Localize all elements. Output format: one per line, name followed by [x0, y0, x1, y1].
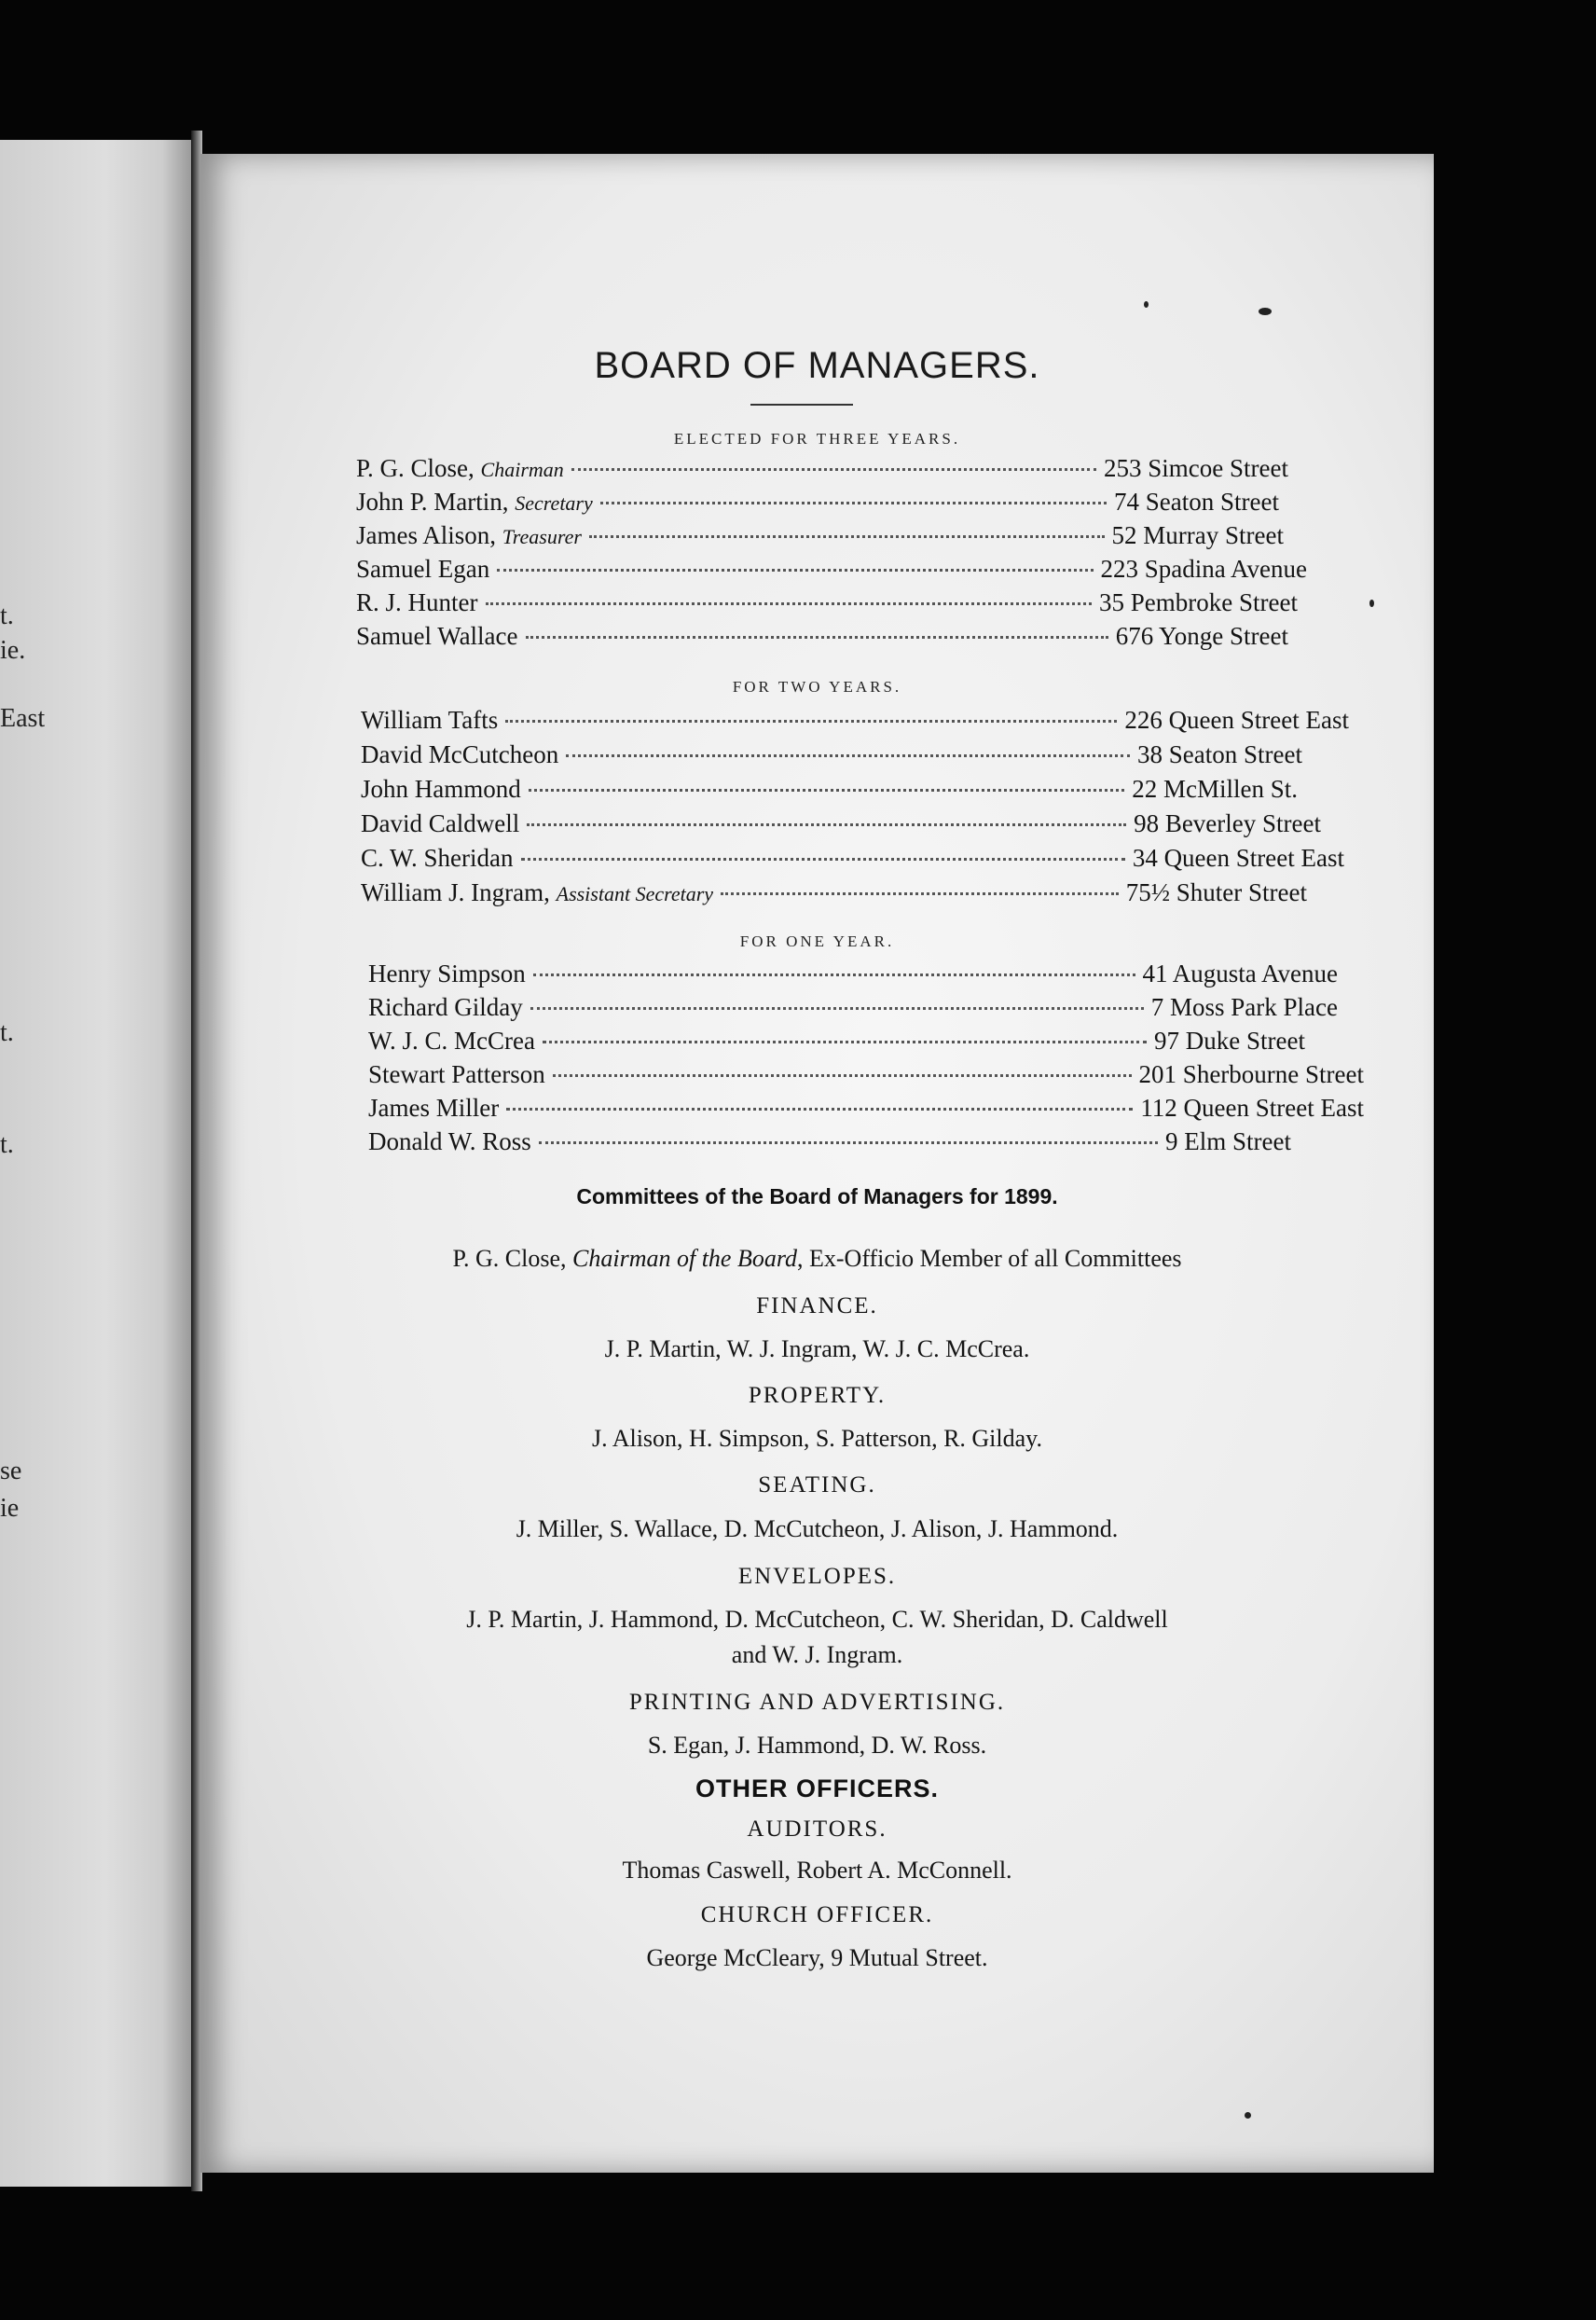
member-row	[356, 521, 1284, 550]
member-row	[361, 775, 1298, 804]
section-heading: ELECTED FOR THREE YEARS.	[673, 430, 961, 448]
member-address: 75½ Shuter Street	[1125, 878, 1307, 906]
member-name: Henry Simpson	[368, 960, 526, 987]
committee-name: PROPERTY.	[748, 1383, 887, 1408]
member-row	[368, 1060, 1364, 1089]
leader-dots	[529, 789, 1124, 792]
section-heading: FOR TWO YEARS.	[732, 678, 902, 696]
leader-dots	[526, 636, 1108, 639]
member-row	[368, 1127, 1291, 1156]
member-address: 253 Simcoe Street	[1104, 454, 1288, 482]
officer-group-name: AUDITORS.	[747, 1816, 887, 1842]
member-address: 112 Queen Street East	[1140, 1094, 1364, 1122]
other-officers-title: OTHER OFFICERS.	[695, 1775, 939, 1802]
member-name: John Hammond	[361, 775, 521, 803]
member-name: James Alison,	[356, 521, 497, 549]
member-row	[356, 588, 1298, 617]
member-row	[368, 1027, 1305, 1056]
leader-dots	[533, 974, 1135, 976]
member-address: 34 Queen Street East	[1132, 844, 1344, 872]
ex-officio-role: Chairman of the Board	[572, 1245, 797, 1272]
officer-group-members: George McCleary, 9 Mutual Street.	[646, 1944, 988, 1971]
left-fragment: ie	[0, 1494, 20, 1523]
leader-dots	[497, 569, 1093, 572]
leader-dots	[539, 1141, 1158, 1144]
title-rule	[750, 404, 853, 406]
member-address: 7 Moss Park Place	[1150, 993, 1338, 1021]
ex-officio-line	[200, 1245, 1434, 1273]
member-name: David McCutcheon	[361, 740, 559, 768]
committees-title: Committees of the Board of Managers for 1899.	[576, 1184, 1058, 1208]
member-address: 74 Seaton Street	[1114, 488, 1279, 516]
member-row	[361, 809, 1321, 838]
member-row	[356, 622, 1288, 651]
member-name: W. J. C. McCrea	[368, 1027, 535, 1055]
committee-members: J. P. Martin, W. J. Ingram, W. J. C. McCrea.	[604, 1335, 1030, 1362]
committee-members: J. P. Martin, J. Hammond, D. McCutcheon, C. W. Sheridan, D. Caldwell	[466, 1606, 1168, 1633]
section-heading: FOR ONE YEAR.	[739, 932, 895, 950]
member-name: Stewart Patterson	[368, 1060, 545, 1088]
member-address: 676 Yonge Street	[1115, 622, 1288, 650]
member-row	[361, 844, 1344, 873]
leader-dots	[530, 1007, 1144, 1010]
leader-dots	[506, 1108, 1133, 1111]
left-fragment: t.	[0, 1130, 14, 1159]
committee-name: ENVELOPES.	[737, 1564, 897, 1589]
member-address: 22 McMillen St.	[1132, 775, 1298, 803]
member-role: Secretary	[515, 491, 593, 515]
member-name: P. G. Close,	[356, 454, 475, 482]
committee-members: and W. J. Ingram.	[731, 1641, 903, 1668]
ex-officio-name: P. G. Close,	[452, 1245, 567, 1272]
committee-name: FINANCE.	[756, 1293, 878, 1319]
left-fragment: t.	[0, 601, 14, 630]
member-address: 226 Queen Street East	[1124, 706, 1349, 734]
leader-dots	[521, 858, 1125, 861]
member-name: William Tafts	[361, 706, 499, 734]
leader-dots	[566, 754, 1130, 757]
member-name: Richard Gilday	[368, 993, 523, 1021]
leader-dots	[486, 602, 1093, 605]
scan-speck	[1259, 308, 1272, 315]
member-role: Chairman	[480, 458, 564, 481]
member-name: C. W. Sheridan	[361, 844, 514, 872]
left-fragment: t.	[0, 1018, 14, 1047]
member-address: 38 Seaton Street	[1137, 740, 1302, 768]
member-row	[356, 555, 1307, 584]
member-row	[361, 706, 1349, 735]
leader-dots	[600, 502, 1107, 504]
leader-dots	[505, 720, 1117, 723]
member-address: 97 Duke Street	[1154, 1027, 1305, 1055]
member-row	[368, 993, 1338, 1022]
member-name: Donald W. Ross	[368, 1127, 531, 1155]
member-address: 201 Sherbourne Street	[1138, 1060, 1364, 1088]
page-title: BOARD OF MANAGERS.	[594, 345, 1040, 386]
member-row	[356, 454, 1288, 483]
member-name: James Miller	[368, 1094, 500, 1122]
committee-members: S. Egan, J. Hammond, D. W. Ross.	[647, 1732, 987, 1759]
member-row	[361, 740, 1302, 769]
member-address: 41 Augusta Avenue	[1142, 960, 1338, 987]
committee-name: SEATING.	[758, 1472, 876, 1498]
member-row	[368, 960, 1338, 988]
member-role: Treasurer	[502, 525, 582, 548]
left-page	[0, 140, 191, 2187]
member-name: David Caldwell	[361, 809, 520, 837]
member-name: John P. Martin,	[356, 488, 509, 516]
officer-group-name: CHURCH OFFICER.	[700, 1902, 934, 1927]
member-address: 223 Spadina Avenue	[1100, 555, 1307, 583]
leader-dots	[571, 468, 1096, 471]
member-row	[356, 488, 1279, 517]
member-address: 9 Elm Street	[1165, 1127, 1291, 1155]
committee-members: J. Miller, S. Wallace, D. McCutcheon, J. Alison, J. Hammond.	[516, 1515, 1119, 1542]
left-fragment: ie.	[0, 636, 26, 665]
leader-dots	[589, 535, 1105, 538]
left-fragment: East	[0, 704, 46, 733]
scan-speck	[1245, 2112, 1251, 2119]
leader-dots	[527, 823, 1126, 826]
member-row	[361, 878, 1307, 907]
leader-dots	[721, 892, 1119, 895]
member-name: Samuel Egan	[356, 555, 490, 583]
committee-name: PRINTING AND ADVERTISING.	[628, 1690, 1006, 1715]
member-address: 52 Murray Street	[1111, 521, 1284, 549]
ex-officio-note: , Ex-Officio Member of all Committees	[797, 1245, 1182, 1272]
member-name: William J. Ingram,	[361, 878, 550, 906]
member-address: 35 Pembroke Street	[1099, 588, 1298, 616]
member-address: 98 Beverley Street	[1134, 809, 1321, 837]
member-row	[368, 1094, 1364, 1123]
leader-dots	[553, 1074, 1132, 1077]
document-page	[200, 154, 1434, 2173]
leader-dots	[543, 1041, 1147, 1043]
member-role: Assistant Secretary	[556, 882, 714, 905]
left-fragment: se	[0, 1457, 22, 1485]
scan-speck	[1369, 600, 1374, 607]
committee-members: J. Alison, H. Simpson, S. Patterson, R. Gilday.	[592, 1425, 1042, 1452]
scan-speck	[1144, 301, 1149, 308]
member-name: Samuel Wallace	[356, 622, 518, 650]
officer-group-members: Thomas Caswell, Robert A. McConnell.	[622, 1857, 1012, 1884]
member-name: R. J. Hunter	[356, 588, 478, 616]
